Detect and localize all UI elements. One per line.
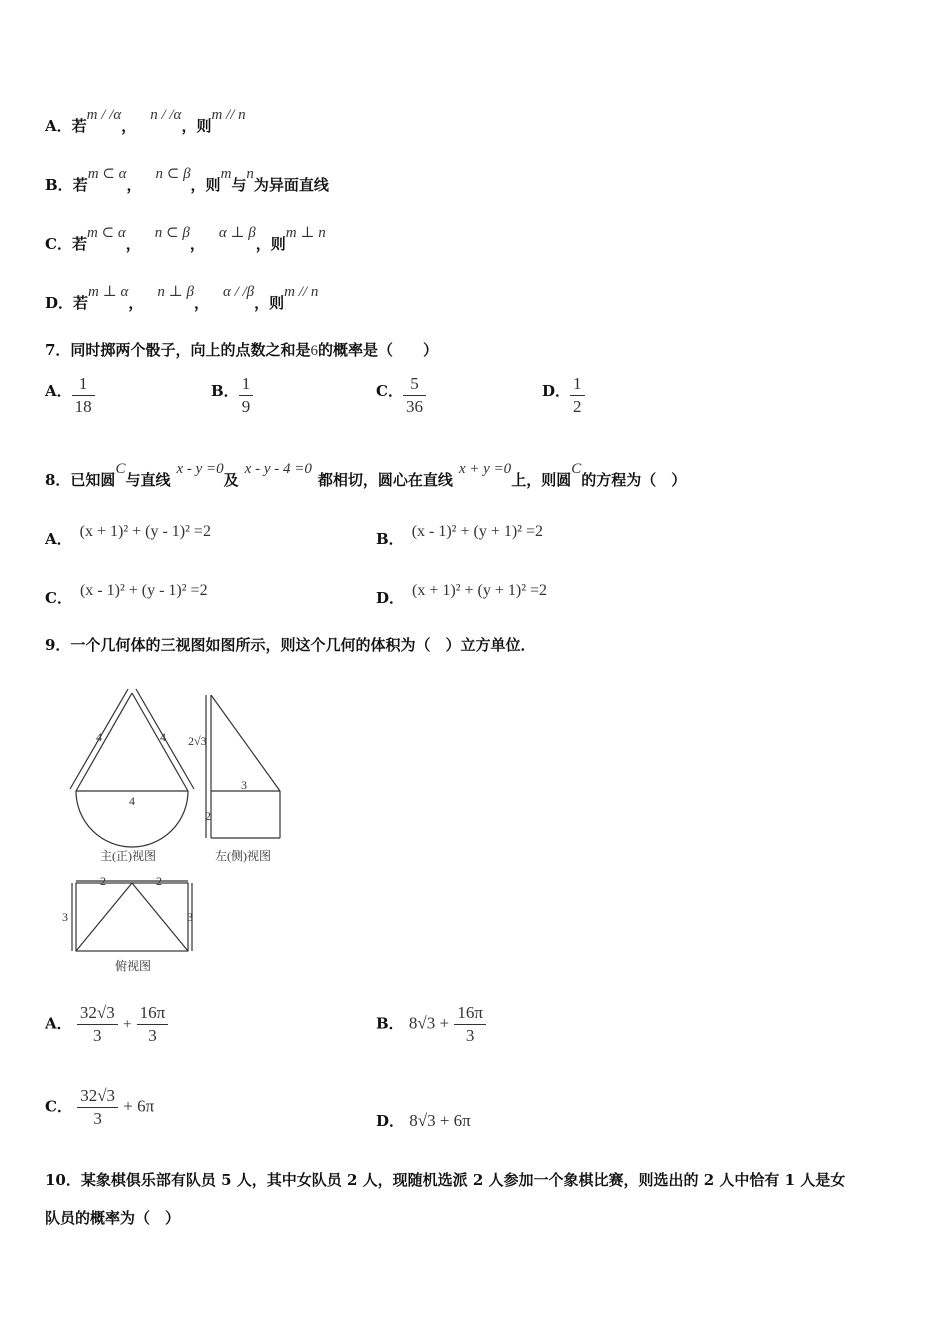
q8-option-a: A． (x + 1)² + (y - 1)² =2 — [45, 523, 211, 548]
q9-stem: 9．一个几何体的三视图如图所示，则这个几何的体积为（ ）立方单位． — [45, 636, 536, 654]
q10-stem-line2: 队员的概率为（ ） — [45, 1209, 181, 1227]
side-caption: 左(侧)视图 — [215, 849, 271, 863]
side-top-label: 2√3 — [188, 734, 207, 748]
q7-option-a: A． $\frac{1}{18}$ — [45, 373, 95, 418]
q8-option-d: D． (x + 1)² + (y + 1)² =2 — [376, 582, 548, 607]
front-base-label: 4 — [129, 794, 135, 808]
q6-option-c: C．若m ⊂ α，n ⊂ β，α ⊥ β，则m ⊥ n — [45, 225, 326, 253]
top-caption: 俯视图 — [115, 959, 152, 973]
option-label: A． — [45, 117, 72, 135]
q7-option-d: D． $\frac{1}{2}$ — [542, 373, 585, 418]
q9-option-c: C． $\frac{32√3}{3}$ + 6π — [45, 1086, 155, 1128]
front-view — [70, 689, 194, 847]
q6-option-d: D．若m ⊥ α，n ⊥ β，α / /β，则m // n — [45, 284, 319, 312]
top-right-height-label: 3 — [187, 910, 193, 924]
side-bottom-label: 2 — [205, 809, 211, 823]
q7-option-b: B． $\frac{1}{9}$ — [211, 373, 253, 418]
q8-stem: 8．已知圆C与直线x - y =0及x - y - 4 =0都相切，圆心在直线x + y =0上，则圆C的方程为（ ） — [45, 461, 687, 489]
front-right-label: 4 — [160, 730, 166, 744]
q9-option-b: B． 8√3 + $\frac{16\pi}{3}$ — [376, 1002, 486, 1047]
top-left-width-label: 2 — [100, 874, 106, 888]
q7-option-c: C． $\frac{5}{36}$ — [376, 373, 426, 418]
front-left-label: 4 — [96, 730, 102, 744]
side-width-label: 3 — [241, 778, 247, 792]
q6-option-a: A．若m / /α，n / /α，则m // n — [45, 107, 246, 135]
three-view-figure — [60, 685, 300, 980]
q7-stem: 7．同时掷两个骰子，向上的点数之和是6的概率是（ ） — [45, 341, 438, 359]
q6-option-b: B．若m ⊂ α，n ⊂ β，则m与n为异面直线 — [45, 166, 329, 194]
q10-stem-line1: 10．某象棋俱乐部有队员 5 人，其中女队员 2 人，现随机选派 2 人参加一个象棋比赛，则选出的 2 人中恰有 1 人是女 — [45, 1171, 846, 1189]
q9-option-a: A． $\frac{32√3}{3}$ + $\frac{16\pi}{3}$ — [45, 1002, 168, 1047]
q9-option-d: D． 8√3 + 6π — [376, 1111, 471, 1130]
side-view — [206, 695, 280, 838]
top-right-width-label: 2 — [156, 874, 162, 888]
q8-option-c: C． (x - 1)² + (y - 1)² =2 — [45, 582, 208, 607]
top-view — [72, 881, 192, 951]
q8-option-b: B． (x - 1)² + (y + 1)² =2 — [376, 523, 543, 548]
front-caption: 主(正)视图 — [100, 849, 156, 863]
top-left-height-label: 3 — [62, 910, 68, 924]
